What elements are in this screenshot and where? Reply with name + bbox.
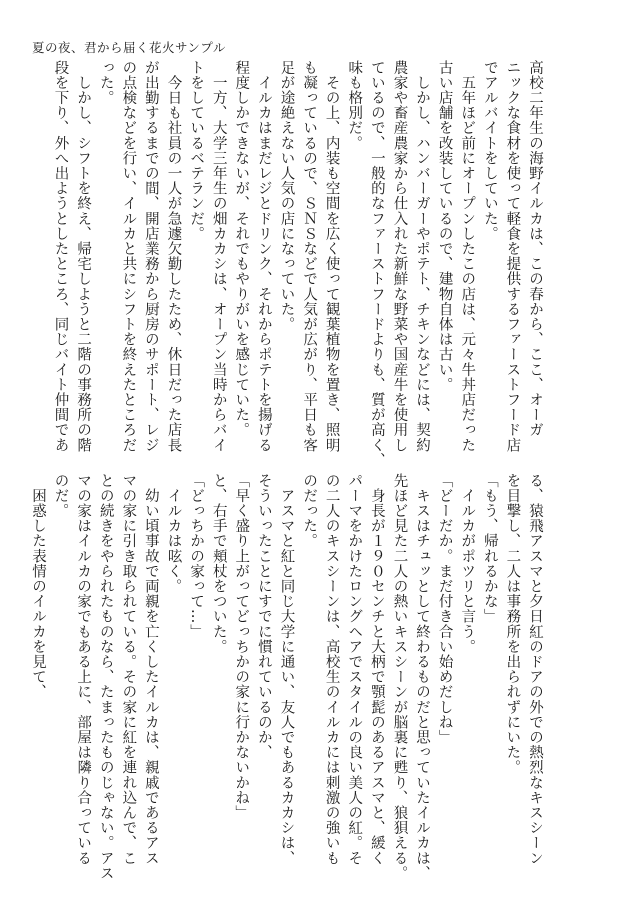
text-line: 段を下り、外へ出ようとしたところ、同じバイト仲間であ xyxy=(52,60,69,453)
text-line: 先ほど見た二人の熱いキスシーンが脳裏に甦り、狼狽える。 xyxy=(391,473,408,881)
text-line: のだった。 xyxy=(301,473,318,549)
text-line: しかし、シフトを終え、帰宅しようと二階の事務所の階 xyxy=(75,60,92,453)
text-line: 味も格別だ。 xyxy=(346,60,363,151)
text-line: 幼い頃事故で両親を亡くしたイルカは、親戚であるアス xyxy=(142,473,159,866)
text-line: ニックな食材を使って軽食を提供するファーストフード店 xyxy=(504,60,521,453)
text-line: ているので、一般的なファーストフードよりも、質が高く、 xyxy=(368,60,385,468)
text-line: 困惑した表情のイルカを見て、 xyxy=(29,473,46,700)
text-line: でアルバイトをしていた。 xyxy=(481,60,498,242)
text-line: も凝っているので、ＳＮＳなどで人気が広がり、平日も客 xyxy=(301,60,318,453)
text-line: との続きをやられたものなら、たまったものじゃない。アス xyxy=(97,473,114,881)
text-line: 古い店舗を改装しているので、建物自体は古い。 xyxy=(436,60,453,393)
text-line: 「どーだか。まだ付き合い始めだしね」 xyxy=(436,473,453,745)
text-line: 農家や畜産農家から仕入れた新鮮な野菜や国産牛を使用し xyxy=(391,60,408,453)
text-line: を目撃し、二人は事務所を出られずにいた。 xyxy=(504,473,521,775)
text-line: しかし、ハンバーガーやポテト、チキンなどには、契約 xyxy=(414,60,431,453)
text-line: 一方、大学三年生の畑カカシは、オープン当時からバイ xyxy=(210,60,227,453)
text-line: 「どっちかの家って…」 xyxy=(188,473,205,640)
text-line: マの家はイルカの家でもある上に、部屋は隣り合っている xyxy=(75,473,92,866)
text-line: の点検などを行い、イルカと共にシフトを終えたところだ xyxy=(120,60,137,453)
text-line: の二人のキスシーンは、高校生のイルカには刺激の強いも xyxy=(323,473,340,866)
text-line: 身長が１９０センチと大柄で顎髭のあるアスマと、緩く xyxy=(368,473,385,866)
text-line: その上、内装も空間を広く使って観葉植物を置き、照明 xyxy=(323,60,340,453)
text-line: 高校二年生の海野イルカは、この春から、ここ、オーガ xyxy=(527,60,543,438)
text-line: イルカは呟く。 xyxy=(165,473,182,594)
text-line: と、右手で頬杖をついた。 xyxy=(210,473,227,655)
text-line: 「もう、帰れるかな」 xyxy=(481,473,498,624)
upper-text-block xyxy=(52,60,546,468)
text-line: 程度しかできないが、それでもやりがいを感じていた。 xyxy=(233,60,250,438)
running-header: 夏の夜、君から届く花火サンプル xyxy=(32,40,226,55)
text-line: 今日も社員の一人が急遽欠勤したため、休日だった店長 xyxy=(165,60,182,453)
text-line: トをしているベテランだ。 xyxy=(188,60,205,242)
text-line: 足が途絶えない人気の店になっていた。 xyxy=(278,60,295,332)
text-line: のだ。 xyxy=(52,473,69,519)
text-line: った。 xyxy=(97,60,114,106)
text-line: アスマと紅と同じ大学に通い、友人でもあるカカシは、 xyxy=(278,473,295,866)
text-line: パーマをかけたロングヘアでスタイルの良い美人の紅。そ xyxy=(346,473,363,866)
text-line: 五年ほど前にオープンしたこの店は、元々牛丼店だった xyxy=(459,60,476,453)
text-line: が出勤するまでの間、開店業務から厨房のサポート、レジ xyxy=(142,60,159,453)
text-line: イルカはまだレジとドリンク、それからポテトを揚げる xyxy=(255,60,272,453)
text-line: そういったことにすでに慣れているのか、 xyxy=(255,473,272,760)
lower-text-block xyxy=(29,473,546,881)
text-line: マの家に引き取られている。その家に紅を連れ込んで、こ xyxy=(120,473,137,866)
text-line: キスはチュッとして終わるものだと思っていたイルカは、 xyxy=(414,473,431,881)
text-line: イルカがポツリと言う。 xyxy=(459,473,476,655)
text-line: 「早く盛り上がってどっちかの家に行かないかね」 xyxy=(233,473,250,821)
text-line: る、猿飛アスマと夕日紅のドアの外での熱烈なキスシーン xyxy=(527,473,543,866)
